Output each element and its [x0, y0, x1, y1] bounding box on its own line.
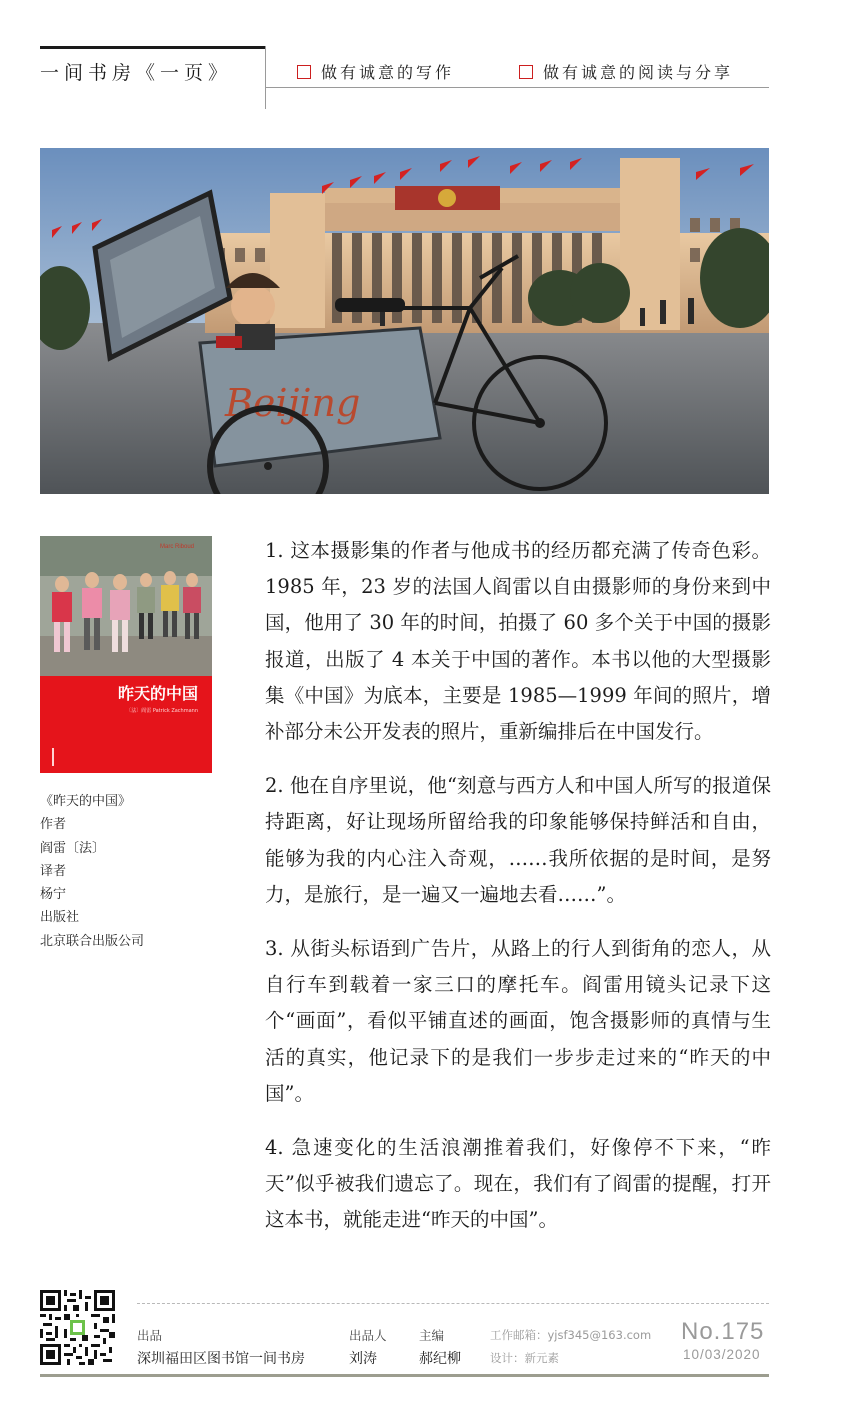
book-cover [40, 536, 212, 773]
issue-value: 175 [721, 1318, 765, 1345]
editor-name: 郝纪柳 [419, 1351, 461, 1367]
article-paragraph: 4. 急速变化的生活浪潮推着我们，好像停不下来，“昨天”似乎被我们遗忘了。现在，我们有了阎雷的提醒，打开这本书，就能走进“昨天的中国”。 [265, 1136, 771, 1232]
header-divider [265, 46, 266, 109]
publisher-name: 北京联合出版公司 [40, 933, 145, 949]
cover-topline: Marc Riboud [160, 544, 195, 550]
slogan-reading-label: 做有诚意的阅读与分享 [543, 63, 734, 82]
footer-dashed-rule [137, 1303, 769, 1304]
producer-name: 深圳福田区图书馆一间书房 [137, 1351, 305, 1367]
issue-prefix: No. [681, 1318, 722, 1345]
hero-photo [40, 148, 769, 494]
issue-number [681, 1318, 764, 1346]
slogan-reading [519, 60, 733, 83]
publisher-label: 出版社 [40, 910, 80, 926]
book-info [40, 790, 240, 953]
translator-label: 译者 [40, 863, 67, 879]
cover-author-line: 〔法〕阎雷 Patrick Zachmann [126, 708, 198, 714]
tiananmen-tricycle-illustration [40, 148, 769, 494]
article-paragraph: 1. 这本摄影集的作者与他成书的经历都充满了传奇色彩。1985 年，23 岁的法国人阎雷以自由摄影师的身份来到中国，他用了 30 年的时间，拍摄了 60 多个关于中国的摄影报道，出版了 4 本关于中国的著作。本书以他的大型摄影集《中国》为底本，主要是 1985—1999 年间的照片，增补部分未公开发表的照片，重新编排后在中国发行。 [265, 539, 771, 744]
design-line: 设计：新元素 [490, 1351, 559, 1365]
header-rule [266, 87, 769, 88]
qr-code-icon [40, 1290, 115, 1365]
brand-title: 一间书房《一页》 [40, 62, 233, 84]
chief-label: 出品人 [349, 1328, 387, 1343]
article-paragraph: 3. 从街头标语到广告片，从路上的行人到街角的恋人，从自行车到载着一家三口的摩托车。阎雷用镜头记录下这个“画面”，看似平铺直述的画面，饱含摄影师的真情与生活的真实，他记录下的是我们一步步走过来的“昨天的中国”。 [265, 937, 771, 1105]
email-line[interactable]: 工作邮箱：yjsf345@163.com [490, 1328, 652, 1342]
slogan-writing [297, 60, 454, 83]
chief-name: 刘涛 [349, 1351, 377, 1367]
issue-date: 10/03/2020 [683, 1347, 761, 1362]
editor-label: 主编 [419, 1328, 445, 1343]
article-paragraph: 2. 他在自序里说，他“刻意与西方人和中国人所写的报道保持距离，好让现场所留给我的印象能够保持鲜活和自由，能够为我的内心注入奇观，……我所依据的是时间，是努力，是旅行，是一遍又一遍地去看……”。 [265, 774, 771, 906]
translator-name: 杨宁 [40, 887, 67, 903]
qr-code[interactable] [40, 1290, 115, 1365]
cover-title: 昨天的中国 [117, 684, 198, 703]
book-cover-art [40, 536, 212, 773]
header-top-rule [40, 46, 266, 49]
book-title: 《昨天的中国》 [40, 794, 132, 809]
slogan-writing-label: 做有诚意的写作 [321, 63, 455, 82]
cart-lettering: Beijing [225, 381, 361, 425]
checkbox-square-icon [519, 65, 533, 79]
footer-bottom-rule [40, 1374, 769, 1377]
author-name: 阎雷〔法〕 [40, 840, 106, 856]
article-body [265, 533, 771, 1257]
checkbox-square-icon [297, 65, 311, 79]
author-label: 作者 [40, 817, 67, 833]
producer-label: 出品 [137, 1328, 163, 1343]
